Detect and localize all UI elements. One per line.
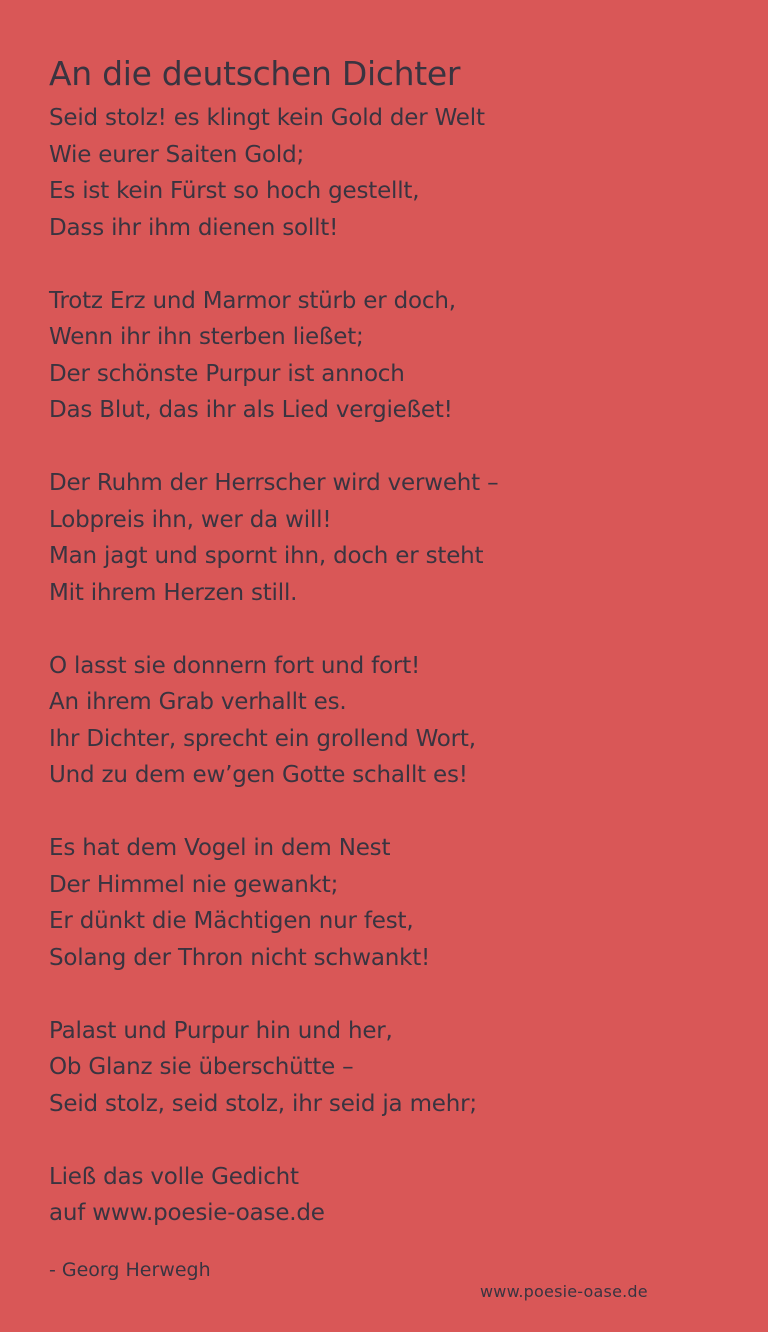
site-watermark-url: www.poesie-oase.de [480, 1282, 648, 1301]
poem-line: Man jagt und spornt ihn, doch er steht [49, 543, 484, 569]
poem-line: Ob Glanz sie überschütte – [49, 1054, 354, 1080]
poem-line: Trotz Erz und Marmor stürb er doch, [49, 287, 456, 314]
poem-line: Der schönste Purpur ist annoch [49, 360, 405, 387]
poem-line: Mit ihrem Herzen still. [49, 579, 298, 606]
poem-line: Dass ihr ihm dienen sollt! [49, 214, 339, 241]
stanza-2 [49, 283, 729, 429]
read-full-poem-note [49, 1159, 729, 1232]
poem-line: Wenn ihr ihn sterben ließet; [49, 324, 364, 350]
stanza-6 [49, 1013, 729, 1123]
poem-line: Palast und Purpur hin und her, [49, 1017, 393, 1044]
poem-line: Und zu dem ew’gen Gotte schallt es! [49, 762, 468, 788]
poem-author: - Georg Herwegh [49, 1259, 211, 1281]
poem-line: Ihr Dichter, sprecht ein grollend Wort, [49, 725, 476, 752]
cta-link-line: auf www.poesie-oase.de [49, 1200, 325, 1226]
cta-line: Ließ das volle Gedicht [49, 1163, 299, 1190]
poem-line: An ihrem Grab verhallt es. [49, 689, 347, 715]
poem-title: An die deutschen Dichter [49, 54, 461, 93]
stanza-4 [49, 648, 729, 794]
poem-line: Der Ruhm der Herrscher wird verweht – [49, 470, 499, 496]
poem-line: Seid stolz, seid stolz, ihr seid ja mehr; [49, 1090, 477, 1117]
poem-line: Es ist kein Fürst so hoch gestellt, [49, 178, 420, 204]
poem-line: Seid stolz! es klingt kein Gold der Welt [49, 105, 485, 131]
stanza-1 [49, 100, 729, 246]
poem-line: Solang der Thron nicht schwankt! [49, 944, 431, 971]
poem-line: Das Blut, das ihr als Lied vergießet! [49, 397, 453, 423]
poem-line: Lobpreis ihn, wer da will! [49, 506, 332, 533]
poem-line: Wie eurer Saiten Gold; [49, 141, 305, 168]
poem-line: Der Himmel nie gewankt; [49, 871, 339, 898]
poem-card [49, 50, 729, 1232]
stanza-3 [49, 465, 729, 611]
poem-line: Er dünkt die Mächtigen nur fest, [49, 908, 414, 934]
poem-line: Es hat dem Vogel in dem Nest [49, 835, 391, 861]
stanza-5 [49, 830, 729, 976]
poem-line: O lasst sie donnern fort und fort! [49, 652, 421, 679]
